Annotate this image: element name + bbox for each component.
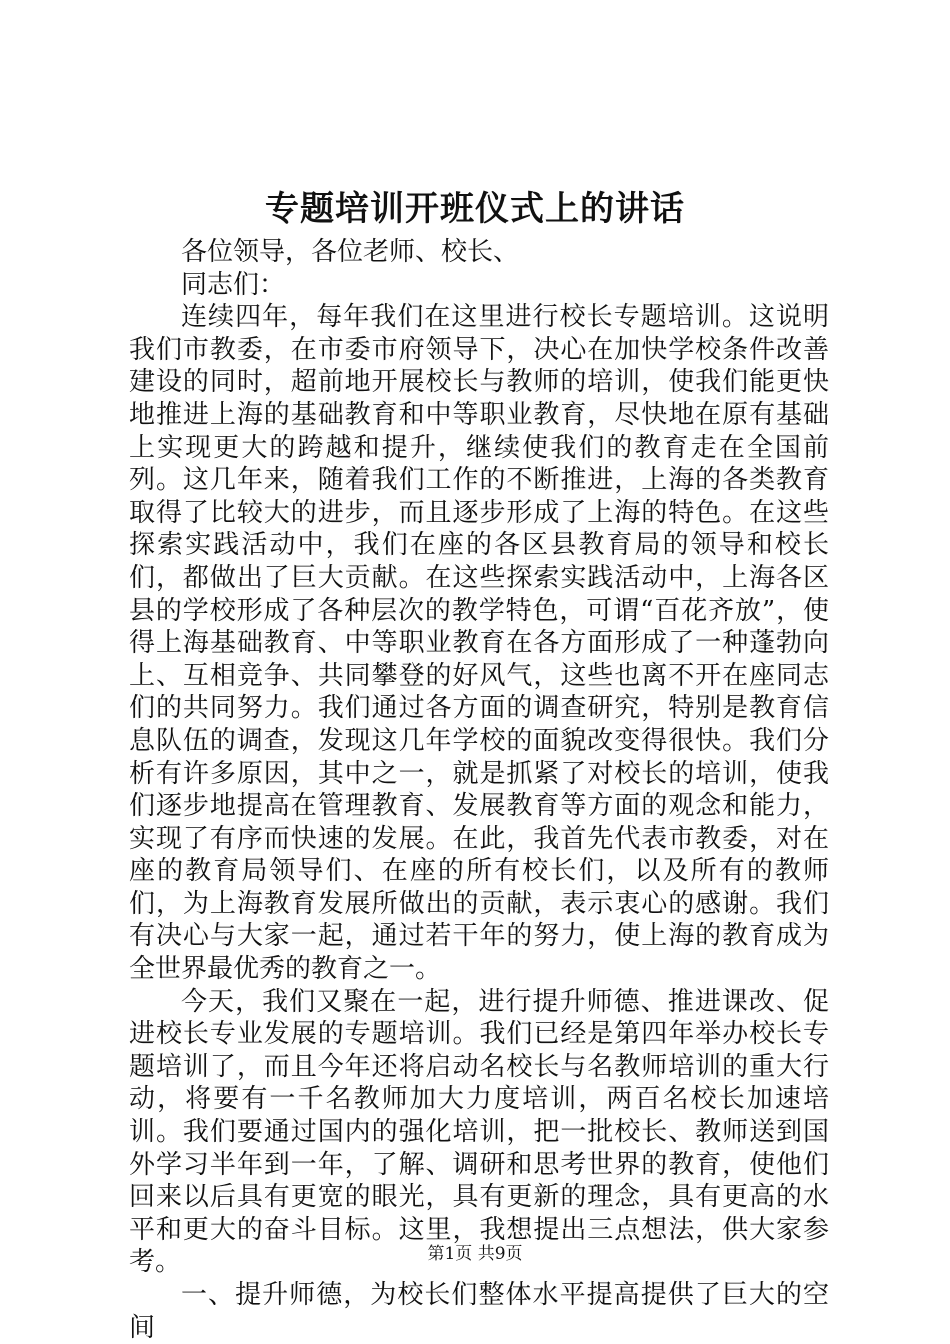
page-number-footer: 第1页 共9页 [427,1244,523,1264]
salutation-line-2: 同志们： [181,269,286,300]
salutation-line-1: 各位领导，各位老师、校长、 [181,237,520,267]
paragraph-2: 今天，我们又聚在一起，进行提升师德、推进课改、促进校长专业发展的专题培训。我们已经是第四年举办校长专题培训了，而且今年还将启动名校长与名教师培训的重大行动，将要有一千名教师加大力度培训，两百名校长加速培训。我们要通过国内的强化培训，把一批校长、教师送到国外学习半年到一年，了解、调研和思考世界的教育，使他们回来以后具有更宽的眼光，具有更新的理念，具有更高的水平和更大的奋斗目标。这里，我想提出三点想法，供大家参考。 [129,986,829,1278]
document-title: 专题培训开班仪式上的讲话 [265,189,685,229]
paragraph-3-heading: 一、提升师德，为校长们整体水平提高提供了巨大的空间 [129,1280,829,1343]
document-body [129,236,829,1344]
paragraph-1: 连续四年，每年我们在这里进行校长专题培训。这说明我们市教委，在市委市府领导下，决心在加快学校条件改善建设的同时，超前地开展校长与教师的培训，使我们能更快地推进上海的基础教育和中等职业教育，尽快地在原有基础上实现更大的跨越和提升，继续使我们的教育走在全国前列。这几年来，随着我们工作的不断推进，上海的各类教育取得了比较大的进步，而且逐步形成了上海的特色。在这些探索实践活动中，我们在座的各区县教育局的领导和校长们，都做出了巨大贡献。在这些探索实践活动中，上海各区县的学校形成了各种层次的教学特色，可谓“百花齐放”，使得上海基础教育、中等职业教育在各方面形成了一种蓬勃向上、互相竞争、共同攀登的好风气，这些也离不开在座同志们的共同努力。我们通过各方面的调查研究，特别是教育信息队伍的调查，发现这几年学校的面貌改变得很快。我们分析有许多原因，其中之一，就是抓紧了对校长的培训，使我们逐步地提高在管理教育、发展教育等方面的观念和能力，实现了有序而快速的发展。在此，我首先代表市教委，对在座的教育局领导们、在座的所有校长们，以及所有的教师们，为上海教育发展所做出的贡献，表示衷心的感谢。我们有决心与大家一起，通过若干年的努力，使上海的教育成为全世界最优秀的教育之一。 [129,302,829,985]
